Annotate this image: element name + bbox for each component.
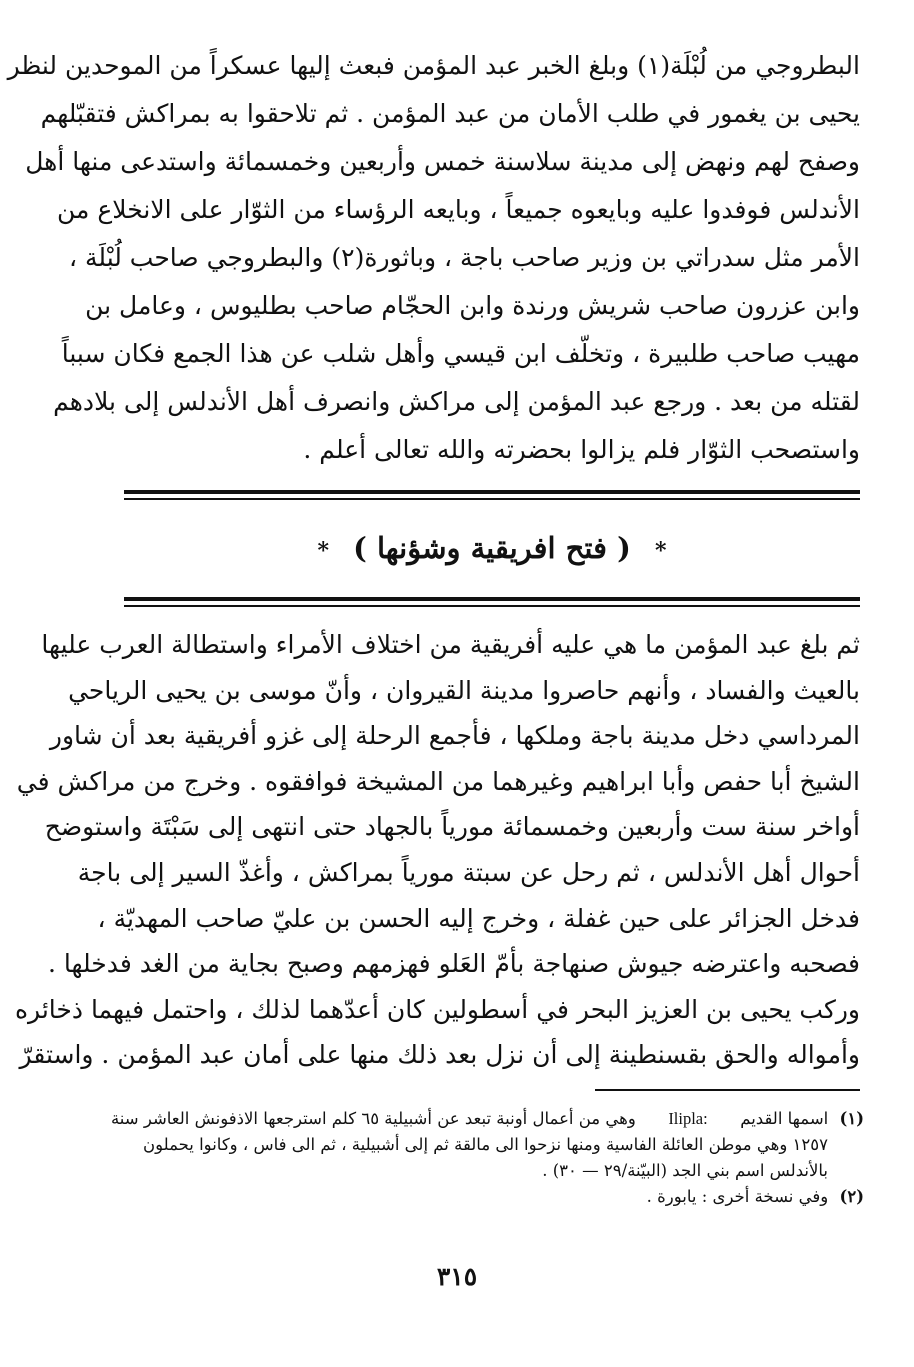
text-line: لقتله من بعد . ورجع عبد المؤمن إلى مراكش وانصرف أهل الأندلس إلى بلادهم	[53, 387, 860, 416]
text-line: فدخل الجزائر على حين غفلة ، وخرج إليه الحسن بن عليّ صاحب المهديّة ،	[97, 903, 860, 933]
footnote-1-number: (١)	[839, 1109, 864, 1128]
footnote-separator	[595, 1089, 860, 1091]
paragraph-top	[7, 42, 860, 474]
footnote-1-text: وهي من أعمال أونبة تبعد عن أشبيلية ٦٥ كلم استرجعها الاذفونش العاشر سنة	[110, 1109, 636, 1128]
rule-thick	[124, 490, 860, 494]
text-line: وابن عزرون صاحب شريش ورندة وابن الحجّام صاحب بطليوس ، وعامل بن	[85, 291, 860, 320]
footnote-2	[124, 1184, 864, 1210]
ornament-star-icon: *	[317, 538, 330, 564]
footnote-1-label: اسمها القديم	[740, 1109, 829, 1128]
paragraph-bottom	[14, 622, 860, 1078]
text-line: ثم بلغ عبد المؤمن ما هي عليه أفريقية من اختلاف الأمراء واستطالة العرب عليها	[41, 630, 860, 659]
ornament-star-icon: *	[654, 538, 667, 564]
text-line: البطروجي من لُبْلَة(١) وبلغ الخبر عبد المؤمن فبعث إليها عسكراً من الموحدين لنظر	[7, 51, 860, 80]
rule-thick	[124, 597, 860, 601]
text-line: الأندلس فوفدوا عليه وبايعوه جميعاً ، وبايعه الرؤساء من الثوّار على الانخلاع من	[57, 195, 860, 224]
footnote-1-line-3: بالأندلس اسم بني الجد (البيّنة/٢٩ — ٣٠) .	[542, 1161, 828, 1180]
text-line: الأمر مثل سدراتي بن وزير صاحب باجة ، وباثورة(٢) والبطروجي صاحب لُبْلَة ،	[69, 243, 860, 272]
text-line: أحوال أهل الأندلس ، ثم رحل عن سبتة مورياً بمراكش ، وأغذّ السير إلى باجة	[77, 857, 860, 887]
text-line: وأمواله والحق بقسنطينة إلى أن نزل بعد ذلك منها على أمان عبد المؤمن . واستقرّ	[19, 1040, 860, 1070]
text-line: فصحبه واعترضه جيوش صنهاجة بأمّ العَلو فهزمهم وصبح بجاية من الغد فدخلها .	[48, 949, 860, 979]
text-line: وركب يحيى بن العزيز البحر في أسطولين كان أعدّهما لذلك ، واحتمل فيهما ذخائره	[14, 994, 860, 1024]
text-line: الشيخ أبا حفص وأبا ابراهيم وغيرهما من المشيخة فوافقوه . وخرج من مراكش في	[16, 766, 860, 796]
section-divider-top	[124, 490, 860, 503]
footnote-2-number: (٢)	[839, 1187, 864, 1206]
section-divider-bottom	[124, 597, 860, 610]
rule-thin	[124, 605, 860, 607]
text-line: يحيى بن يغمور في طلب الأمان من عبد المؤمن . ثم تلاحقوا به بمراكش فتقبّلهم	[40, 99, 860, 128]
page-number: ٣١٥	[436, 1262, 478, 1291]
footnote-2-text: وفي نسخة أخرى : يابورة .	[646, 1187, 829, 1206]
text-line: بالعيث والفساد ، وأنهم حاصروا مدينة القيروان ، وأنّ موسى بن يحيى الرياحي	[68, 675, 860, 705]
section-heading	[124, 524, 860, 575]
text-line: مهيب صاحب طلبيرة ، وتخلّف ابن قيسي وأهل شلب عن هذا الجمع فكان سبباً	[61, 339, 860, 368]
text-line: أواخر سنة ست وأربعين وخمسمائة مورياً بالجهاد حتى انتهى إلى سَبْتَة واستوضح	[44, 812, 860, 842]
text-line: وصفح لهم ونهض إلى مدينة سلاسنة خمس وأربعين وخمسمائة واستدعى منها أهل	[25, 147, 860, 176]
footnote-1-line-2: ١٢٥٧ وهي موطن العائلة الفاسية ومنها نزحوا الى مالقة ثم إلى أشبيلية ، ثم الى فاس ، وكانوا يحملون	[142, 1135, 828, 1154]
footnotes	[110, 1106, 864, 1210]
footnote-1-latin-name: Ilipla:	[668, 1109, 708, 1128]
rule-thin	[124, 498, 860, 500]
section-heading-text: ( فتح افريقية وشؤنها )	[353, 531, 631, 565]
footnote-1-line-1	[110, 1106, 864, 1132]
text-line: واستصحب الثوّار فلم يزالوا بحضرته والله تعالى أعلم .	[303, 435, 860, 464]
text-line: المرداسي دخل مدينة باجة وملكها ، فأجمع الرحلة إلى غزو أفريقية بعد أن شاور	[49, 721, 860, 751]
